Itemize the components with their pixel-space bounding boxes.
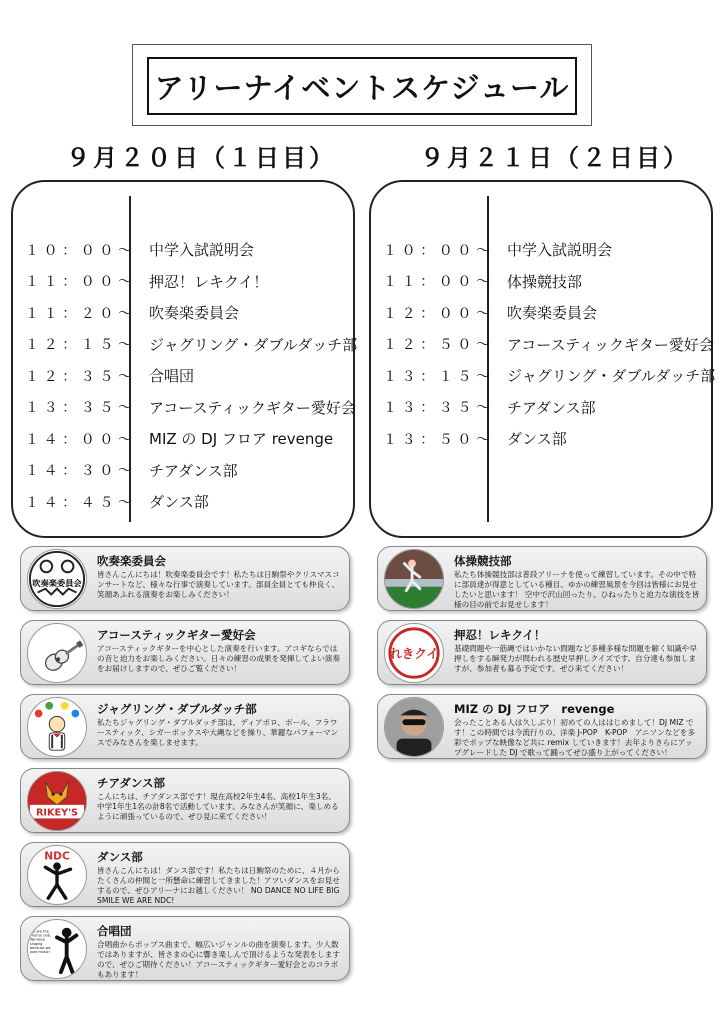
day1-heading: ９月２０日（１日目） (66, 144, 336, 172)
card-body: 皆さんこんにちは！吹奏楽委員会です！私たちは日駒祭やクリスマスコンサートなど、様々な行事で演奏しています。部員全員とても仲良く、笑顔あふれる演奏をお楽しみください！ (97, 570, 340, 599)
svg-text:NDC: NDC (44, 849, 70, 863)
schedule-row (25, 297, 357, 329)
card-cheer-dance (20, 768, 350, 833)
svg-text:れきクイ: れきクイ (389, 645, 439, 661)
schedule-time: １１：００～ (25, 274, 137, 291)
card-choir (20, 916, 350, 981)
day2-schedule-box (369, 180, 716, 538)
rekikui-logo-icon (384, 623, 444, 683)
schedule-time: １３：５０～ (383, 431, 495, 448)
card-dance (20, 842, 350, 907)
schedule-row (25, 266, 357, 298)
acoustic-guitar-icon (27, 623, 87, 683)
schedule-time: １１：００～ (383, 274, 495, 291)
card-title: 吹奏楽委員会 (97, 554, 166, 568)
schedule-time: １３：３５～ (25, 400, 137, 417)
card-body: 私たち体操競技部は普段アリーナを使って練習しています。その中で特に部員達が得意としている種目、ゆかの練習風景を今回は皆様にお見せしたいと思います！ 空中で沢山回ったり、ひねったりと迫力な演技を皆様の目の前でお見せします！ (454, 570, 700, 609)
schedule-time: １２：５０～ (383, 337, 495, 354)
card-title: 体操競技部 (454, 554, 512, 568)
schedule-event: 合唱団 (149, 367, 195, 386)
day2-schedule-list (383, 234, 715, 455)
schedule-row (25, 329, 357, 361)
schedule-time: １４：４５～ (25, 494, 137, 511)
card-rekikui (377, 620, 707, 685)
choir-silhouette-icon: We are the chorus club. We keep singing because we love music! (27, 919, 87, 979)
schedule-time: １３：１５～ (383, 368, 495, 385)
day1-schedule-box (11, 180, 358, 538)
card-body: 皆さんこんにちは！ダンス部です！私たちは日駒祭のために、４月からたくさんの仲間と一所懸命に練習してきました！アツいダンスをお見せするので、ぜひアリーナにお越しください！ NO DANCE NO LIFE BIG SMILE WE ARE NDC! (97, 866, 340, 905)
schedule-row (25, 486, 357, 518)
schedule-event: 体操競技部 (507, 272, 583, 291)
schedule-row (25, 392, 357, 424)
wind-band-logo-icon (27, 549, 87, 609)
schedule-time: １０：００～ (383, 242, 495, 259)
day2-heading: ９月２１日（２日目） (420, 144, 690, 172)
juggler-icon (27, 697, 87, 757)
card-wind-band (20, 546, 350, 611)
card-dj-floor (377, 694, 707, 759)
schedule-event: チアダンス部 (507, 398, 596, 417)
card-body: 私たちジャグリング・ダブルダッチ部は、ディアボロ、ボール、フラワースティック、シガーボックスや大縄などを操り、華麗なパフォーマンスでみなさんを楽しませます。 (97, 718, 339, 747)
schedule-row (25, 234, 357, 266)
schedule-time: １２：１５～ (25, 337, 137, 354)
schedule-event: ジャグリング・ダブルダッチ部 (149, 335, 358, 354)
schedule-time: １１：２０～ (25, 305, 137, 322)
schedule-row (383, 360, 715, 392)
schedule-event: 押忍！レキクイ！ (149, 272, 269, 291)
card-body: 合唱曲からポップス曲まで、幅広いジャンルの曲を演奏します。少人数ではありますが、皆さまの心に響き楽しんで頂けるような発表をしますので、ぜひご期待ください！アコースティックギター愛好会とのコラボもあります！ (97, 940, 340, 979)
page-title: アリーナイベントスケジュール (147, 57, 577, 115)
schedule-row (25, 455, 357, 487)
card-title: チアダンス部 (97, 776, 165, 790)
dance-silhouette-icon (27, 845, 87, 905)
schedule-row (383, 297, 715, 329)
card-body: 基礎問題や一筋縄ではいかない問題など多種多様な問題を解く知識や早押しをする瞬発力が問われる歴史早押しクイズです。自分達も参加しますが、参加者も募る予定です。ぜひ来てください！ (454, 644, 697, 673)
schedule-row (383, 266, 715, 298)
card-title: 合唱団 (97, 924, 132, 938)
schedule-event: ダンス部 (149, 493, 209, 512)
day1-schedule-list (25, 234, 357, 518)
card-body: こんにちは、チアダンス部です！現在高校2年生4名、高校1年生3名、中学1年生1名の計8名で活動しています。みなさんが笑顔に、楽しめるように頑張っているので、ぜひ見に来てください！ (97, 792, 339, 821)
schedule-event: アコースティックギター愛好会 (149, 398, 356, 417)
card-title: MIZ の DJ フロア revenge (454, 702, 615, 716)
svg-text:RIKEY'S: RIKEY'S (35, 807, 79, 819)
schedule-event: チアダンス部 (149, 461, 238, 480)
card-gymnastics (377, 546, 707, 611)
schedule-event: ジャグリング・ダブルダッチ部 (507, 367, 716, 386)
card-title: ジャグリング・ダブルダッチ部 (97, 702, 257, 716)
schedule-event: 中学入試説明会 (507, 241, 613, 260)
card-body: 会ったことある人は久しぶり！初めての人ははじめまして！DJ MIZ です！この時間では今流行りの、洋楽 J-POP K-POP アニソンなどを多彩でポップな映像など共に remix していきます！去年よりさらにアップグレードした DJ で歌って踊ってぜひ盛り上がってください！ (454, 718, 696, 757)
schedule-event: 吹奏楽委員会 (507, 304, 598, 323)
schedule-event: MIZ の DJ フロア revenge (149, 430, 334, 449)
cheer-mascot-icon (27, 771, 87, 831)
schedule-event: アコースティックギター愛好会 (507, 335, 714, 354)
schedule-row (383, 329, 715, 361)
schedule-row (383, 423, 715, 455)
schedule-row (25, 423, 357, 455)
schedule-row (383, 392, 715, 424)
gymnast-photo-icon (384, 549, 444, 609)
schedule-row (25, 360, 357, 392)
schedule-time: １３：３５～ (383, 400, 495, 417)
schedule-time: １４：３０～ (25, 463, 137, 480)
schedule-time: １０：００～ (25, 242, 137, 259)
schedule-event: 中学入試説明会 (149, 241, 255, 260)
schedule-row (383, 234, 715, 266)
schedule-event: ダンス部 (507, 430, 567, 449)
dj-photo-icon (384, 697, 444, 757)
schedule-event: 吹奏楽委員会 (149, 304, 240, 323)
card-title: アコースティックギター愛好会 (97, 628, 256, 642)
svg-text:吹奏楽委員会: 吹奏楽委員会 (32, 577, 82, 588)
schedule-time: １２：３５～ (25, 368, 137, 385)
card-title: ダンス部 (97, 850, 143, 864)
schedule-time: １４：００～ (25, 431, 137, 448)
card-title: 押忍！レキクイ！ (454, 628, 546, 642)
schedule-time: １２：００～ (383, 305, 495, 322)
card-acoustic-guitar (20, 620, 350, 685)
card-juggling (20, 694, 350, 759)
card-body: アコースティックギターを中心とした演奏を行います。アコギならではの音と迫力をお楽しみください。日々の練習の成果を発揮してよい演奏をお届けしますので、ぜひご覧ください！ (97, 644, 340, 673)
